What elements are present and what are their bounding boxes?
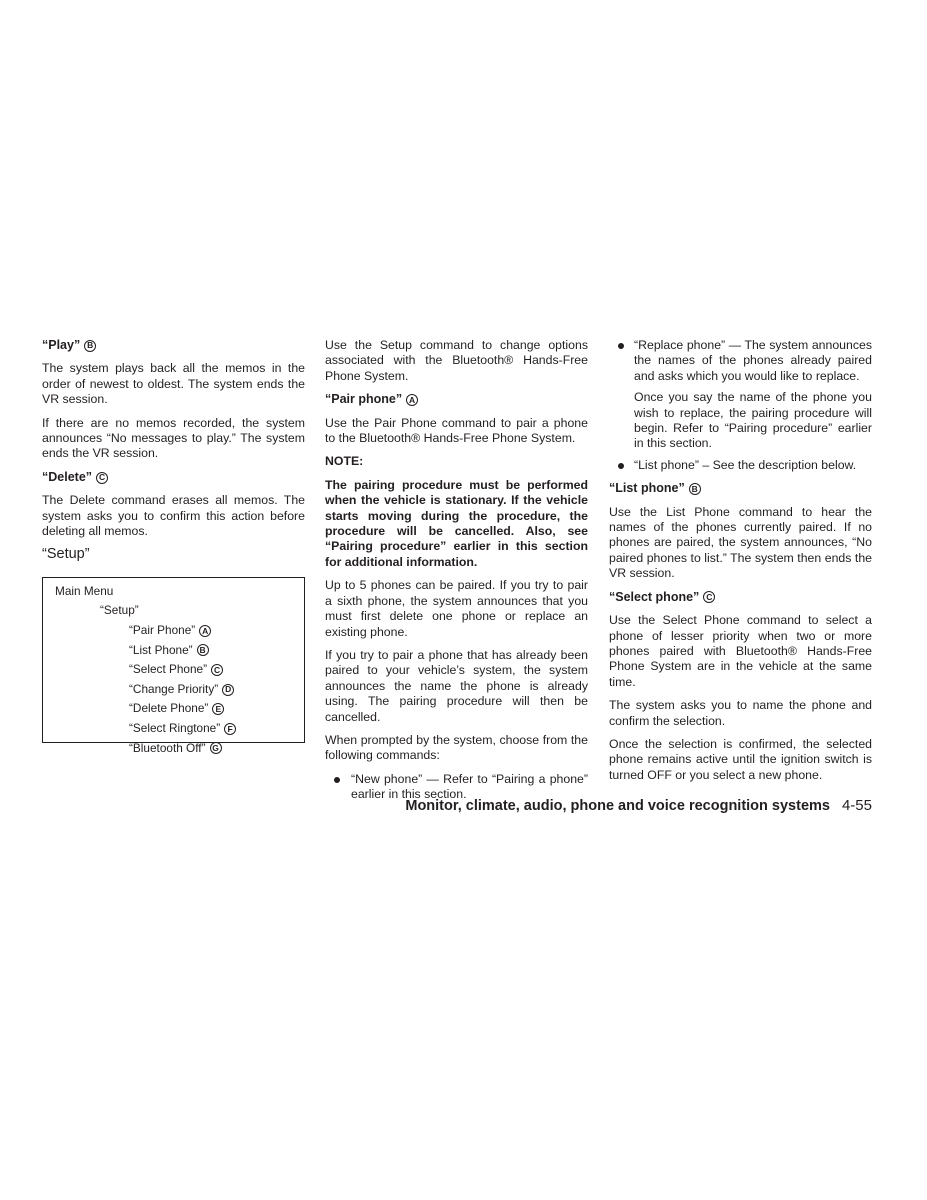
delete-heading [42,470,305,485]
menu-root: Main Menu [55,583,114,598]
bullet-icon [618,463,624,469]
delete-heading-text: “Delete” [42,469,93,484]
pair-phone-paragraph: Use the Pair Phone command to pair a phone to the Bluetooth® Hands-Free Phone System. [325,415,588,446]
callout-b-icon: B [84,340,96,352]
list-item [609,458,872,473]
menu-item-label: “Pair Phone” [129,623,196,638]
callout-d-icon: D [222,684,234,696]
menu-item-select-ringtone [43,719,304,739]
select-phone-paragraph-1: Use the Select Phone command to select a phone of lesser priority when two or more phones paired with Bluetooth® Hands-Free Phone System are in the vehicle at the same time. [609,613,872,689]
menu-setup: “Setup” [100,603,139,618]
section-title: Monitor, climate, audio, phone and voice recognition systems [405,798,830,814]
menu-item-delete-phone [43,699,304,719]
callout-c-icon: C [96,472,108,484]
column-left [42,338,305,755]
play-heading-text: “Play” [42,338,81,352]
menu-item-pair-phone [43,621,304,641]
menu-item-list-phone [43,641,304,661]
page-footer [405,798,872,814]
callout-b-icon: B [197,644,209,656]
setup-intro-paragraph: Use the Setup command to change options associated with the Bluetooth® Hands-Free Phone System. [325,338,588,383]
bullet-new-phone-text: “New phone” — Refer to “Pairing a phone” earlier in this section. [351,771,588,802]
bullet-icon [334,777,340,783]
pair-phone-heading-text: “Pair phone” [325,392,403,407]
callout-g-icon: G [210,742,222,754]
bullet-replace-phone-text: “Replace phone” — The system announces the names of the phones already paired and asks which you would like to replace. [634,338,872,383]
commands-list-continued [609,338,872,473]
menu-item-select-phone [43,660,304,680]
menu-item-label: “Bluetooth Off” [129,740,206,755]
play-paragraph-1: The system plays back all the memos in the order of newest to oldest. The system ends the VR session. [42,361,305,407]
callout-a-icon: A [199,625,211,637]
note-body: The pairing procedure must be performed when the vehicle is stationary. If the vehicle starts moving during the procedure, the procedure will be cancelled. Also, see “Pairing procedure” earlier in this section for additional information. [325,477,588,569]
menu-item-label: “Change Priority” [129,681,219,696]
callout-e-icon: E [212,703,224,715]
list-item [609,338,872,452]
note-heading: NOTE: [325,454,364,469]
column-middle [325,338,588,811]
play-paragraph-2: If there are no memos recorded, the system announces “No messages to play.” The system ends the VR session. [42,415,305,461]
menu-item-label: “List Phone” [129,642,193,657]
menu-item-change-priority [43,680,304,700]
callout-c-icon: C [211,664,223,676]
prompted-paragraph: When prompted by the system, choose from the following commands: [325,732,588,763]
menu-item-label: “Select Ringtone” [129,721,221,736]
select-phone-heading [609,590,872,605]
setup-heading: “Setup” [42,546,90,563]
play-heading [42,338,305,353]
callout-b-icon: B [689,483,701,495]
list-phone-heading [609,481,872,496]
bullet-list-phone-text: “List phone” – See the description below. [634,457,857,472]
select-phone-heading-text: “Select phone” [609,589,700,604]
column-right [609,338,872,791]
select-phone-paragraph-2: The system asks you to name the phone and confirm the selection. [609,698,872,728]
bullet-icon [618,343,624,349]
already-paired-paragraph: If you try to pair a phone that has already been paired to your vehicle’s system, the system announces the name the phone is already using. The pairing procedure will then be cancelled. [325,647,588,724]
page-number: 4-55 [841,797,872,814]
pair-phone-heading [325,392,588,407]
callout-f-icon: F [224,723,236,735]
delete-paragraph: The Delete command erases all memos. The system asks you to confirm this action before deleting all memos. [42,493,305,539]
bullet-replace-phone-subtext: Once you say the name of the phone you wish to replace, the pairing procedure will begin. Refer to “Pairing procedure” earlier in this section. [634,390,872,451]
callout-c-icon: C [703,591,715,603]
select-phone-paragraph-3: Once the selection is confirmed, the selected phone remains active until the ignition switch is turned OFF or you select a new phone. [609,736,872,782]
list-phone-heading-text: “List phone” [609,481,685,496]
menu-tree-box [42,577,305,755]
list-phone-paragraph: Use the List Phone command to hear the names of the phones currently paired. If no phones are paired, the system announces, “No paired phones to list.” The system then ends the VR session. [609,504,872,581]
menu-item-label: “Select Phone” [129,662,208,677]
menu-item-label: “Delete Phone” [129,701,209,716]
menu-item-bluetooth-off [43,739,304,759]
up-to-five-paragraph: Up to 5 phones can be paired. If you try to pair a sixth phone, the system announces that you must first delete one phone or replace an existing phone. [325,578,588,639]
callout-a-icon: A [406,394,418,406]
